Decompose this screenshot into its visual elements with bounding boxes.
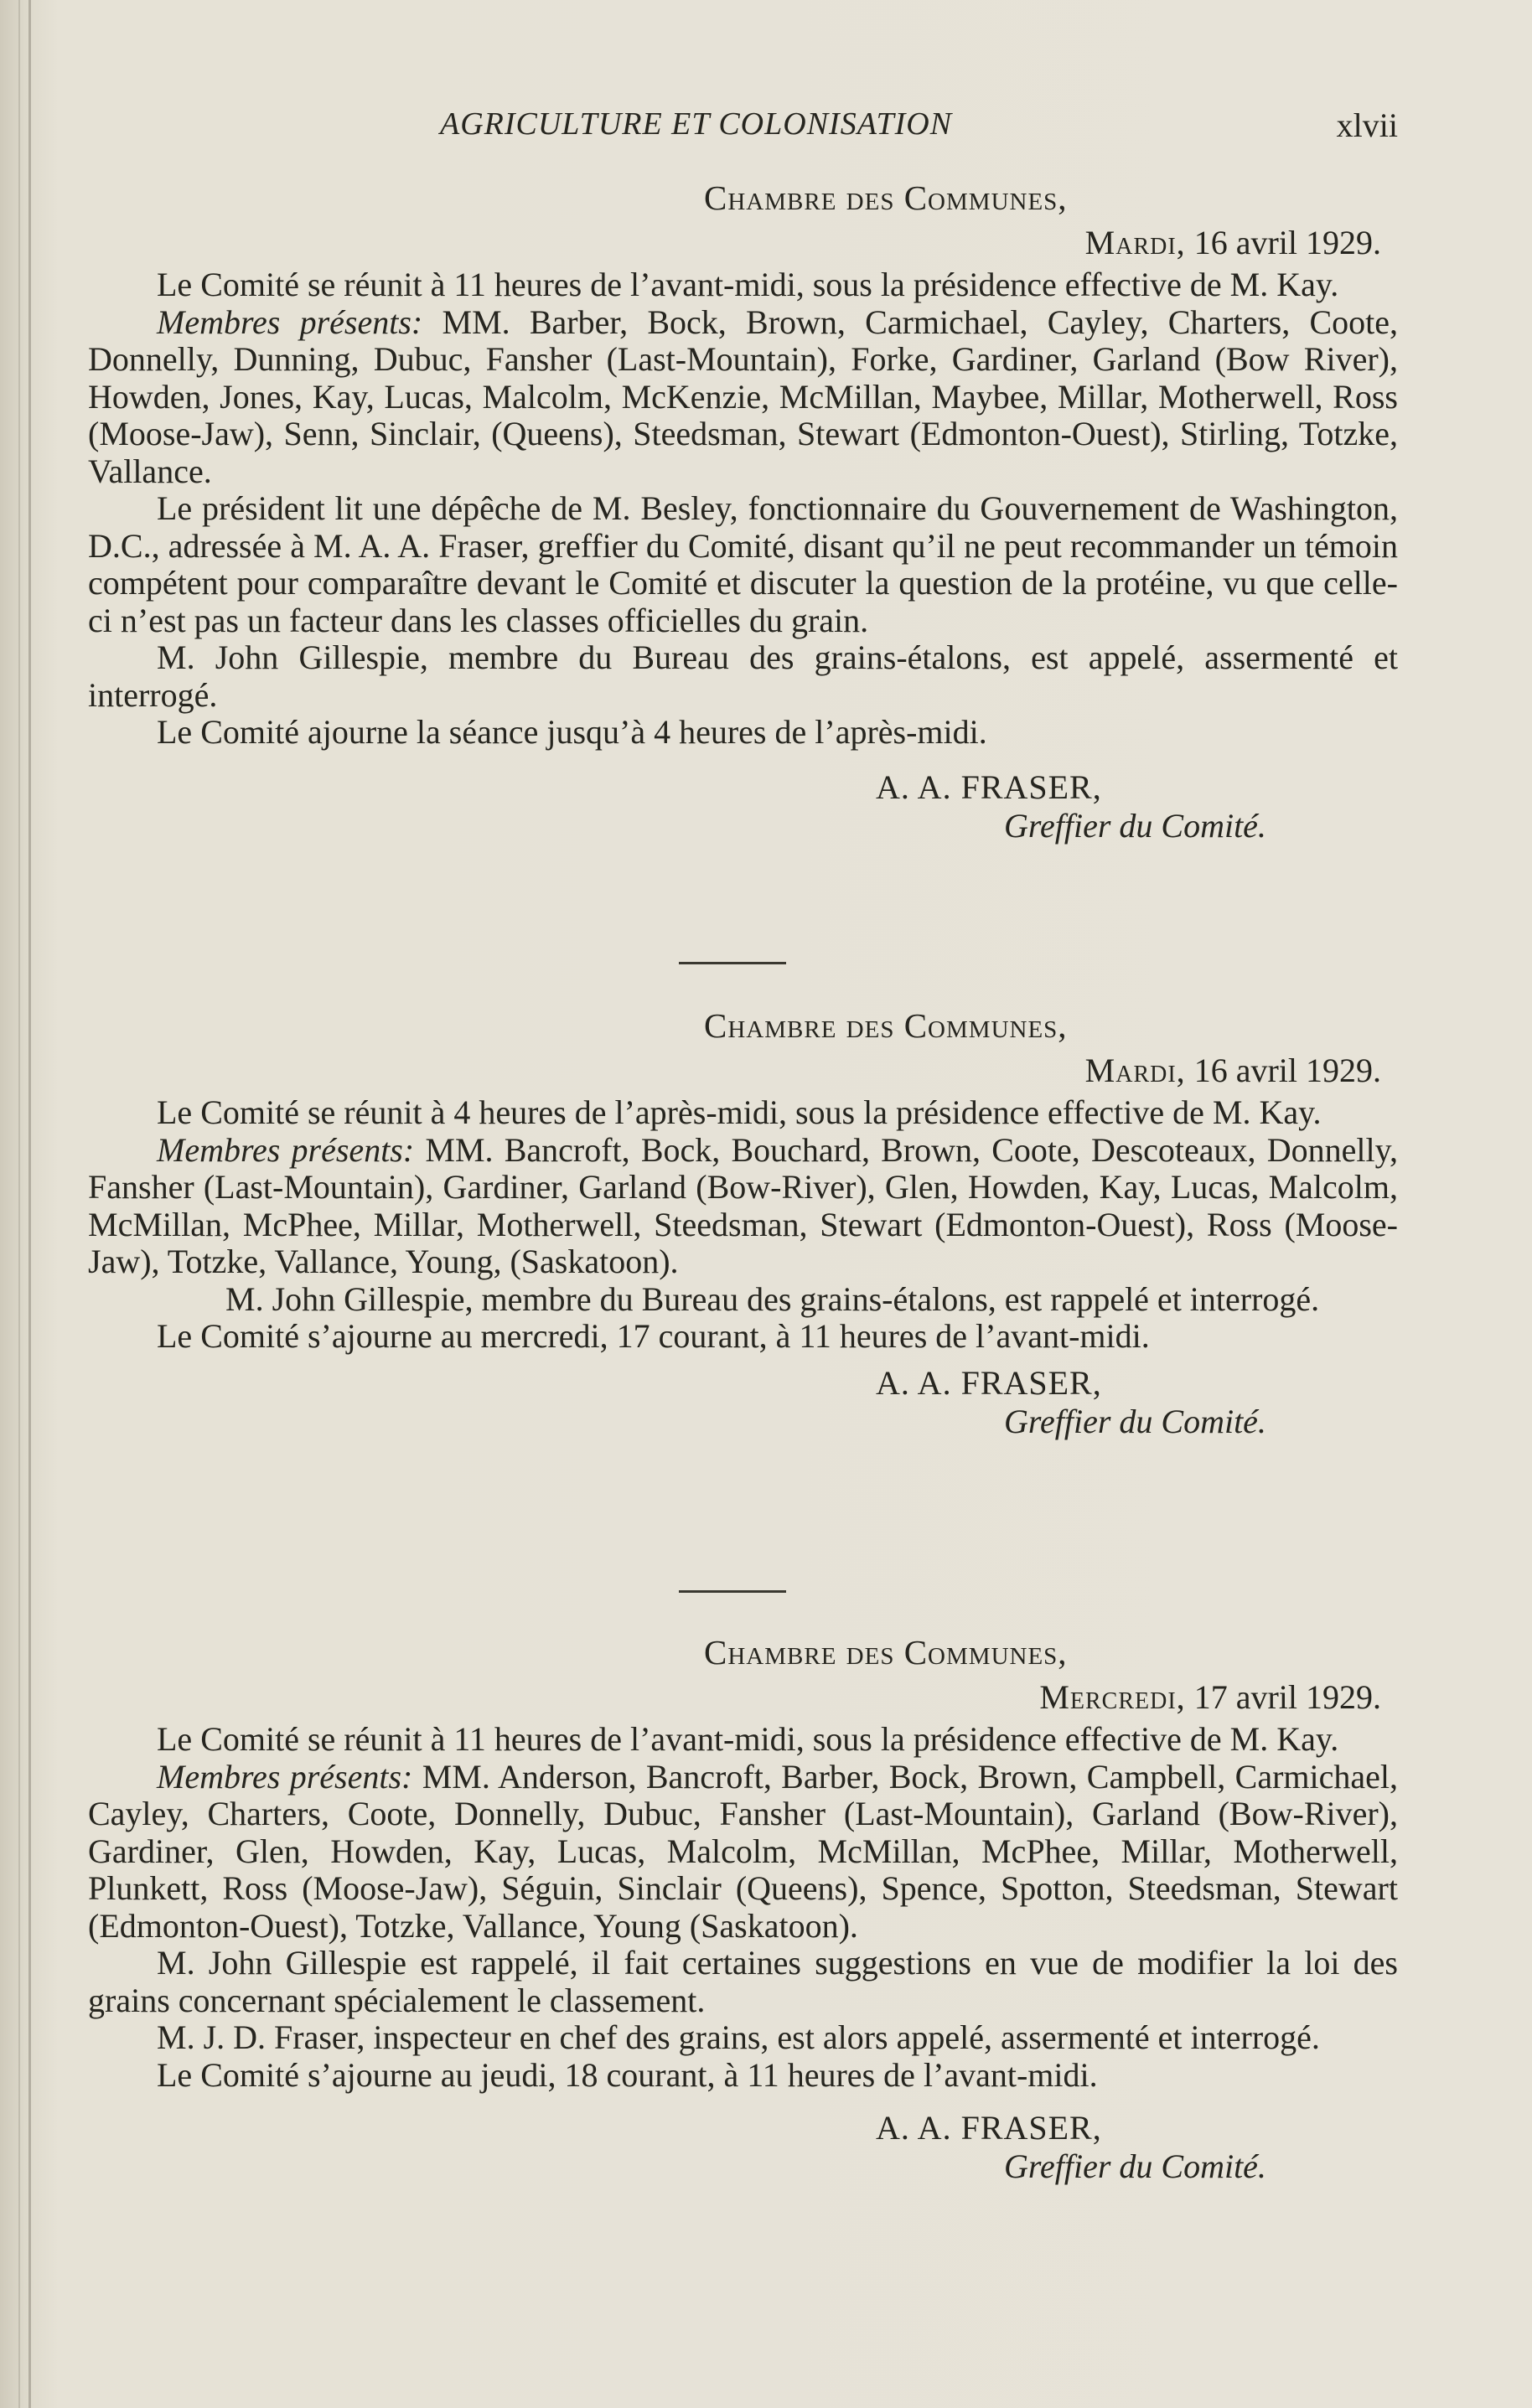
section-divider (679, 1590, 786, 1593)
running-head (88, 106, 1398, 147)
members-list: MM. Anderson, Bancroft, Barber, Bock, Brown, Campbell, Carmichael, Cayley, Charters, Coote, Donnelly, Dubuc, Fansher (Last-Mountain), Garland (Bow-River), Gardiner, Glen, Howden, Kay, Lucas, Malcolm, McMillan, McPhee, Millar, Motherwell, Plunkett, Ross (Moose-Jaw), Séguin, Sinclair (Queens), Spence, Spotton, Steedsman, Stewart (Edmonton-Ouest), Totzke, Vallance, Young (Saskatoon). (88, 1757, 1398, 1945)
members-label: Membres présents: (157, 1130, 415, 1169)
signature-block (88, 768, 1398, 845)
members-list: MM. Bancroft, Bock, Bouchard, Brown, Coote, Descoteaux, Donnelly, Fansher (Last-Mountain), Gardiner, Garland (Bow-River), Glen, Howden, Kay, Lucas, Malcolm, McMillan, McPhee, Millar, Motherwell, Steedsman, Stewart (Edmonton-Ouest), Ross (Moose-Jaw), Totzke, Vallance, Young, (Saskatoon). (88, 1130, 1398, 1280)
opening-paragraph: Le Comité se réunit à 4 heures de l’après-midi, sous la présidence effective de M. Kay. (157, 1093, 1322, 1131)
meeting-date-text: 16 avril 1929. (1193, 1052, 1381, 1089)
members-paragraph (88, 1132, 1398, 1281)
body-paragraph: Le Comité s’ajourne au jeudi, 18 courant, à 11 heures de l’avant-midi. (157, 2055, 1098, 2094)
meeting-date-text: 17 avril 1929. (1193, 1678, 1381, 1716)
body-paragraph: M. John Gillespie est rappelé, il fait certaines suggestions en vue de modifier la loi des grains concernant spécialement le classement. (88, 1944, 1398, 2019)
members-list: MM. Barber, Bock, Brown, Carmichael, Cayley, Charters, Coote, Donnelly, Dunning, Dubuc, Fansher (Last-Mountain), Forke, Gardiner, Garland (Bow River), Howden, Jones, Kay, Lucas, Malcolm, McKenzie, McMillan, Maybee, Millar, Motherwell, Ross (Moose-Jaw), Senn, Sinclair, (Queens), Steedsman, Stewart (Edmonton-Ouest), Stirling, Totzke, Vallance. (88, 302, 1398, 490)
running-title: AGRICULTURE ET COLONISATION (440, 106, 953, 142)
body-paragraph: Le président lit une dépêche de M. Besley, fonctionnaire du Gouvernement de Washington, D.C., adressée à M. A. A. Fraser, greffier du Comité, disant qu’il ne peut recommander un témoin compétent pour comparaître devant le Comité et discuter la question de la protéine, vu que celle-ci n’est pas un facteur dans les classes officielles du grain. (88, 489, 1398, 639)
section-divider (679, 962, 786, 964)
meeting-date (88, 1047, 1398, 1094)
opening-paragraph: Le Comité se réunit à 11 heures de l’avant-midi, sous la présidence effective de M. Kay. (157, 1720, 1339, 1758)
signature-block (88, 1364, 1398, 1441)
signature-role: Greffier du Comité. (1004, 1402, 1266, 1440)
members-label: Membres présents: (157, 302, 423, 341)
meeting-day: Mercredi, (1039, 1678, 1186, 1716)
signature-block (88, 2109, 1398, 2186)
members-paragraph (88, 304, 1398, 491)
meeting-day: Mardi, (1084, 224, 1186, 261)
minutes-entry-3 (88, 1630, 1398, 2186)
meeting-date (88, 220, 1398, 266)
signature-name: A. A. FRASER, (876, 1363, 1102, 1402)
body-paragraph: M. J. D. Fraser, inspecteur en chef des grains, est alors appelé, assermenté et interrogé. (157, 2018, 1320, 2056)
minutes-entry-2 (88, 1004, 1398, 1441)
chamber-heading: Chambre des Communes, (704, 1006, 1068, 1045)
members-label: Membres présents: (157, 1757, 413, 1796)
signature-name: A. A. FRASER, (876, 2109, 1102, 2147)
meeting-date (88, 1674, 1398, 1721)
binding-edge-line (28, 0, 31, 2408)
signature-name: A. A. FRASER, (876, 767, 1102, 806)
binding-edge-shadow (18, 0, 20, 2408)
body-paragraph: M. John Gillespie, membre du Bureau des grains-étalons, est appelé, assermenté et interrogé. (88, 638, 1398, 714)
meeting-date-text: 16 avril 1929. (1193, 224, 1381, 261)
chamber-heading: Chambre des Communes, (704, 178, 1068, 217)
body-paragraph: M. John Gillespie, membre du Bureau des grains-étalons, est rappelé et interrogé. (225, 1279, 1320, 1318)
signature-role: Greffier du Comité. (1004, 806, 1266, 845)
meeting-day: Mardi, (1084, 1052, 1186, 1089)
members-paragraph (88, 1759, 1398, 1946)
opening-paragraph: Le Comité se réunit à 11 heures de l’avant-midi, sous la présidence effective de M. Kay. (157, 266, 1339, 303)
body-paragraph: Le Comité s’ajourne au mercredi, 17 courant, à 11 heures de l’avant-midi. (157, 1317, 1150, 1355)
minutes-entry-1 (88, 176, 1398, 845)
signature-role: Greffier du Comité. (1004, 2147, 1266, 2185)
body-paragraph: Le Comité ajourne la séance jusqu’à 4 heures de l’après-midi. (157, 713, 987, 751)
page-number: xlvii (1336, 106, 1398, 144)
chamber-heading: Chambre des Communes, (704, 1633, 1068, 1672)
